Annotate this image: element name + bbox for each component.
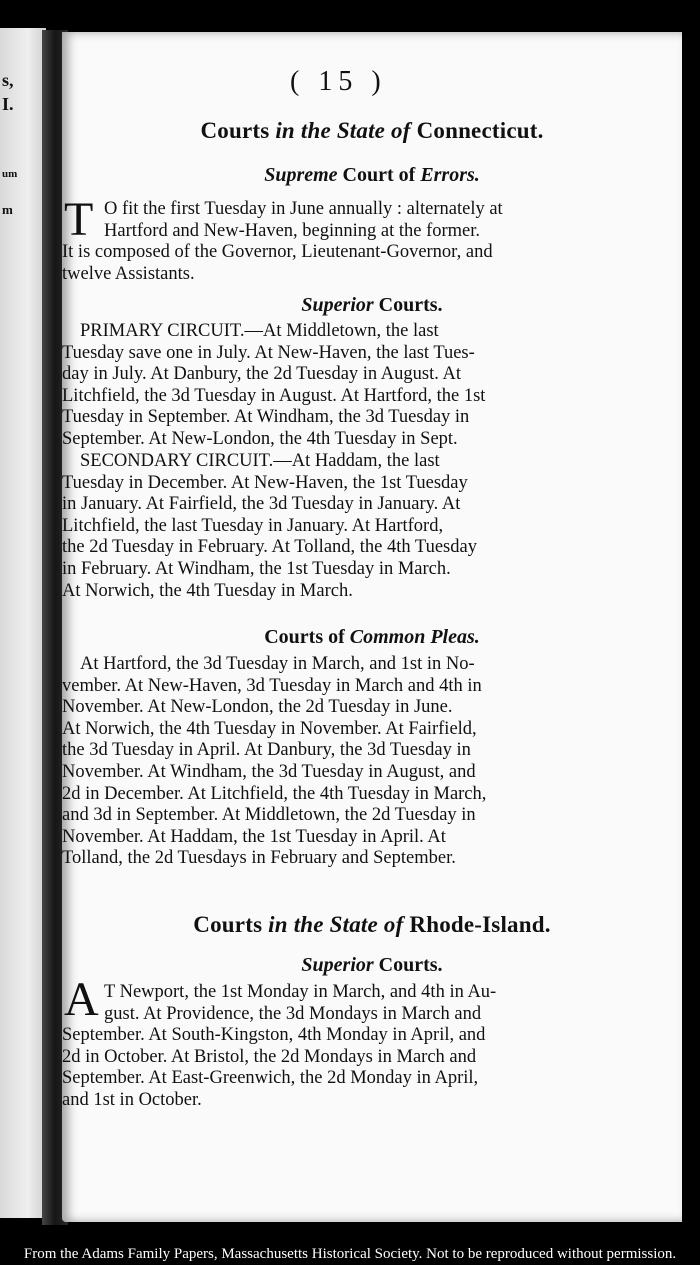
- margin-fragment: s,: [2, 70, 14, 90]
- supreme-court-paragraph: O fit the first Tuesday in June annually : alternately at Hartford and New-Haven, beginning at the former. It is composed of the Governor, Lieutenant-Governor, and twelve Assistants.: [62, 199, 503, 284]
- rhode-island-superior-paragraph: T Newport, the 1st Monday in March, and 4th in Au- gust. At Providence, the 3d Mondays in March and September. At South-Kingston, 4th Monday in April, and 2d in October. At Bristol, the 2d Mondays in March and September. At East-Greenwich, the 2d Monday in April, and 1st in October.: [62, 982, 497, 1110]
- previous-page-edge: [0, 28, 46, 1218]
- section-title-rhode-island: Courts in the State of Rhode-Island.: [193, 912, 551, 937]
- heading-common-pleas: Courts of Common Pleas.: [264, 626, 480, 648]
- heading-superior-courts-ri: Superior Courts.: [301, 954, 443, 976]
- margin-fragment: I.: [2, 94, 14, 114]
- margin-fragment: m: [2, 202, 13, 217]
- secondary-circuit-paragraph: SECONDARY CIRCUIT.—At Haddam, the last Tuesday in December. At New-Haven, the 1st Tuesday in January. At Fairfield, the 3d Tuesday in January. At Litchfield, the last Tuesday in January. At Hartford, the 2d Tuesday in February. At Tolland, the 4th Tuesday in February. At Windham, the 1st Tuesday in March. At Norwich, the 4th Tuesday in March.: [62, 451, 477, 601]
- common-pleas-paragraph: At Hartford, the 3d Tuesday in March, and 1st in No- vember. At New-Haven, 3d Tuesday in March and 4th in November. At New-London, the 2d Tuesday in June. At Norwich, the 4th Tuesday in November. At Fairfield, the 3d Tuesday in April. At Danbury, the 3d Tuesday in November. At Windham, the 3d Tuesday in August, and 2d in December. At Litchfield, the 4th Tuesday in March, and 3d in September. At Middletown, the 2d Tuesday in November. At Haddam, the 1st Tuesday in April. At Tolland, the 2d Tuesdays in February and September.: [62, 654, 487, 869]
- heading-supreme-court: Supreme Court of Errors.: [264, 164, 480, 186]
- drop-cap: A: [64, 973, 99, 1026]
- section-title-connecticut: Courts in the State of Connecticut.: [200, 118, 544, 143]
- book-page: [62, 32, 682, 1222]
- heading-superior-courts-ct: Superior Courts.: [301, 294, 443, 316]
- page-number: ( 15 ): [290, 66, 387, 97]
- margin-fragment: um: [2, 168, 18, 180]
- drop-cap: T: [64, 193, 94, 246]
- primary-circuit-paragraph: PRIMARY CIRCUIT.—At Middletown, the last Tuesday save one in July. At New-Haven, the last Tues- day in July. At Danbury, the 2d Tuesday in August. At Litchfield, the 3d Tuesday in August. At Hartford, the 1st Tuesday in September. At Windham, the 3d Tuesday in September. At New-London, the 4th Tuesday in Sept.: [62, 321, 486, 449]
- copyright-footer: From the Adams Family Papers, Massachusetts Historical Society. Not to be reproduced without permission.: [0, 1243, 700, 1265]
